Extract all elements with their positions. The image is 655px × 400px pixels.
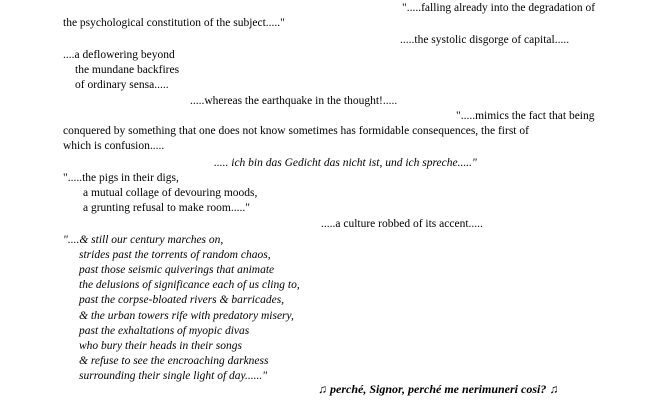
quote-pigs-line-3: a grunting refusal to make room....." (83, 202, 250, 214)
music-note-icon: ♫ (549, 382, 559, 396)
poem-line: "....& still our century marches on, (63, 234, 224, 246)
quote-earthquake: .....whereas the earthquake in the thought!..... (190, 95, 398, 107)
quote-mimics-line-2: conquered by something that one does not know sometimes has formidable consequences, the first of (63, 125, 529, 137)
quote-systolic-disgorge: .....the systolic disgorge of capital..... (400, 34, 570, 46)
quote-deflowering-line-3: of ordinary sensa..... (75, 79, 169, 91)
poem-line: past those seismic quiverings that animate (79, 264, 275, 276)
quote-deflowering-line-2: the mundane backfires (75, 64, 180, 76)
quote-mimics-line-1: ".....mimics the fact that being (456, 110, 595, 122)
quote-culture-robbed: .....a culture robbed of its accent..... (321, 218, 483, 230)
poem-line: & the urban towers rife with predatory misery, (79, 310, 294, 322)
poem-line: surrounding their single light of day......" (79, 370, 268, 382)
quote-degradation-line-1: ".....falling already into the degradation of (402, 2, 596, 14)
quote-deflowering-line-1: ....a deflowering beyond (63, 49, 175, 61)
closing-text: perché, Signor, perché me nerimuneri cosi? (330, 382, 547, 396)
quote-degradation-line-2: the psychological constitution of the subject....." (63, 17, 285, 29)
poem-line: & refuse to see the encroaching darkness (79, 355, 269, 367)
quote-pigs-line-1: ".....the pigs in their digs, (63, 172, 179, 184)
poem-line: past the exhaltations of myopic divas (79, 325, 250, 337)
closing-line (318, 382, 558, 398)
poem-line: the delusions of significance each of us cling to, (79, 279, 300, 291)
poem-line: who bury their heads in their songs (79, 340, 242, 352)
poem-line: strides past the torrents of random chaos, (79, 249, 271, 261)
poem-line: past the corpse-bloated rivers & barricades, (79, 294, 285, 306)
quote-gedicht: ..... ich bin das Gedicht das nicht ist, und ich spreche....." (214, 157, 477, 169)
quote-mimics-line-3: which is confusion..... (63, 140, 165, 152)
quote-pigs-line-2: a mutual collage of devouring moods, (83, 187, 258, 199)
music-note-icon: ♫ (318, 382, 327, 396)
